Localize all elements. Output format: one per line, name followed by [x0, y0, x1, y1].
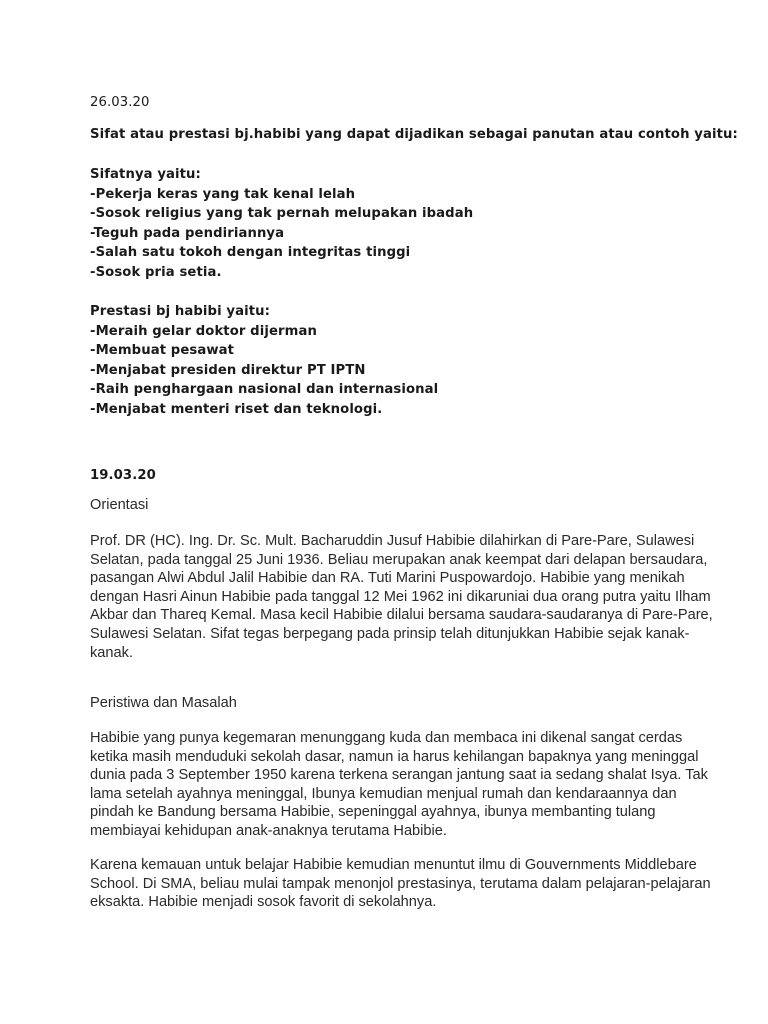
orientasi-line: Sulawesi Selatan. Sifat tegas berpegang pada prinsip telah ditunjukkan Habibie sejak kanak-	[90, 625, 690, 642]
orientasi-title: Orientasi	[90, 497, 149, 513]
peristiwa-paragraph	[90, 729, 708, 841]
sma-line: eksakta. Habibie menjadi sosok favorit di sekolahnya.	[90, 894, 437, 911]
orientasi-paragraph	[90, 532, 713, 662]
date-26-03-20: 26.03.20	[90, 95, 150, 110]
section1-heading: Sifat atau prestasi bj.habibi yang dapat dijadikan sebagai panutan atau contoh yaitu:	[90, 127, 738, 142]
peristiwa-line: lama setelah ayahnya meninggal, Ibunya kemudian menjual rumah dan kendaraannya dan	[90, 785, 677, 802]
peristiwa-line: dunia pada 3 September 1950 karena terkena serangan jantung saat ia sedang shalat Isya. Tak	[90, 767, 708, 784]
orientasi-line: Akbar dan Thareq Kemal. Masa kecil Habibie dilalui bersama saudara-saudaranya di Pare-Pare,	[90, 607, 713, 624]
peristiwa-line: Habibie yang punya kegemaran menunggang kuda dan membaca ini dikenal sangat cerdas	[90, 730, 683, 746]
prestasi-item: -Menjabat presiden direktur PT IPTN	[90, 362, 366, 378]
sifat-item: -Teguh pada pendiriannya	[90, 225, 285, 241]
sifat-item: -Pekerja keras yang tak kenal lelah	[90, 186, 356, 202]
sifat-list	[90, 165, 473, 282]
sifat-item: -Sosok religius yang tak pernah melupakan ibadah	[90, 206, 474, 221]
peristiwa-line: membiayai kehidupan anak-anaknya terutama Habibie.	[90, 822, 447, 839]
orientasi-line: dengan Hasri Ainun Habibie pada tanggal 12 Mei 1962 ini dikaruniai dua orang putra yaitu Ilham	[90, 588, 711, 605]
date-19-03-20: 19.03.20	[90, 468, 156, 483]
prestasi-item: -Menjabat menteri riset dan teknologi.	[90, 401, 383, 417]
sifat-item: -Salah satu tokoh dengan integritas tinggi	[90, 245, 411, 260]
prestasi-item: -Membuat pesawat	[90, 343, 235, 358]
sma-line: Karena kemauan untuk belajar Habibie kemudian menuntut ilmu di Gouvernments Middlebare	[90, 857, 697, 873]
prestasi-title: Prestasi bj habibi yaitu:	[90, 304, 270, 319]
sma-line: School. Di SMA, beliau mulai tampak menonjol prestasinya, terutama dalam pelajaran-pelajaran	[90, 875, 711, 892]
prestasi-list	[90, 302, 438, 419]
prestasi-item: -Meraih gelar doktor dijerman	[90, 323, 317, 339]
prestasi-item: -Raih penghargaan nasional dan internasional	[90, 382, 439, 397]
orientasi-line: Selatan, pada tanggal 25 Juni 1936. Beliau merupakan anak keempat dari delapan bersaudara,	[90, 551, 708, 568]
sma-paragraph	[90, 856, 711, 912]
peristiwa-line: ketika masih menduduki sekolah dasar, namun ia harus kehilangan bapaknya yang meninggal	[90, 748, 699, 765]
orientasi-line: Prof. DR (HC). Ing. Dr. Sc. Mult. Bacharuddin Jusuf Habibie dilahirkan di Pare-Pare, Sulawesi	[90, 533, 695, 549]
peristiwa-title: Peristiwa dan Masalah	[90, 695, 237, 711]
orientasi-line: pasangan Alwi Abdul Jalil Habibie dan RA. Tuti Marini Puspowardojo. Habibie yang menikah	[90, 570, 685, 587]
orientasi-line: kanak.	[90, 644, 133, 661]
sifat-item: -Sosok pria setia.	[90, 264, 222, 280]
sifat-title: Sifatnya yaitu:	[90, 167, 201, 182]
peristiwa-line: pindah ke Bandung bersama Habibie, sepeninggal ayahnya, ibunya membanting tulang	[90, 804, 656, 821]
